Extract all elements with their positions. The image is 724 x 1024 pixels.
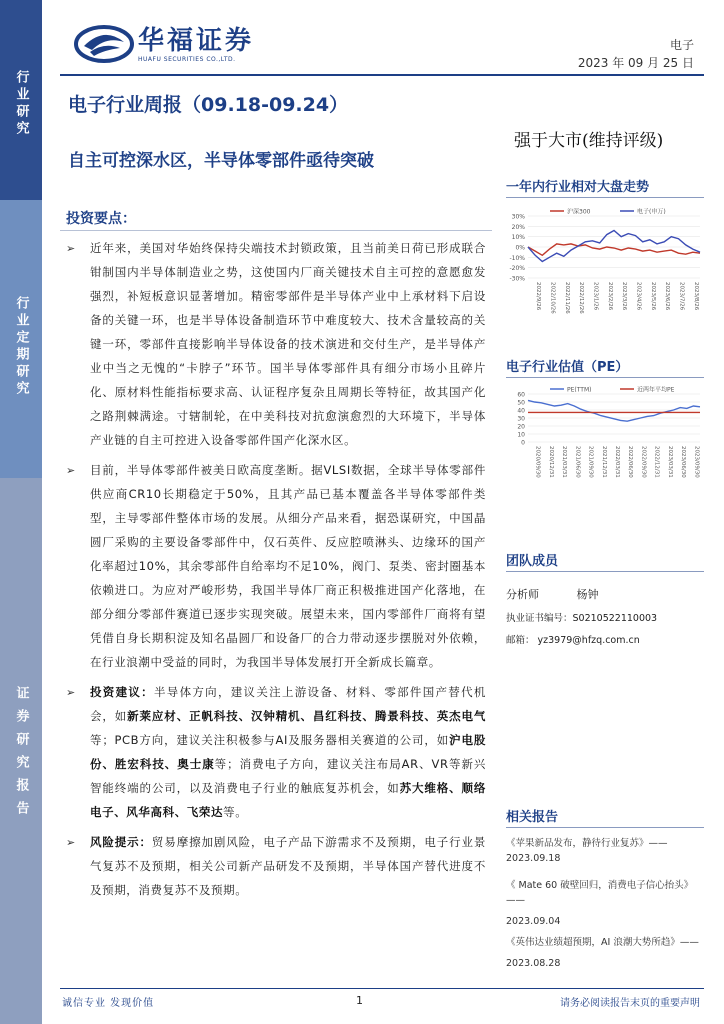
pe-valuation-chart [506, 382, 704, 506]
analyst-email: 邮箱： yz3979@hfzq.com.cn [506, 635, 640, 646]
related-report-date: 2023.09.04 [506, 916, 561, 927]
report-title: 电子行业周报（09.18-09.24） [68, 94, 349, 116]
x-tick-label: 2022/12/31 [653, 446, 660, 478]
sidebar-segment-report [0, 478, 42, 1024]
footer-divider [60, 988, 704, 989]
right-column [506, 176, 704, 971]
chart1-heading: 一年内行业相对大盘走势 [506, 176, 704, 198]
risk-label: 风险提示： [90, 835, 152, 849]
sidebar-label-periodic: 行业定期研究 [13, 296, 29, 398]
x-tick-label: 2022/12/26 [578, 282, 585, 314]
report-subtitle: 自主可控深水区，半导体零部件亟待突破 [68, 151, 374, 171]
sector-label: 电子 [669, 38, 694, 52]
paragraph-market: 目前，半导体零部件被美日欧高度垄断。据VLSI数据，全球半导体零部件供应商CR10长期稳定于50%，且其产品已基本覆盖各半导体零部件类型，主导零部件整体市场的发展。从细分产品来看，据恐谋研究，中国晶圆厂采购的主要设备零部件中，仅石英件、反应腔喷淋头、边缘环的国产化率超过10%，其余零部件自给率均不足10%，阀门、泵类、密封圈基本依赖进口。为应对严峻形势，我国半导体厂商正积极推进国产化落地，在部分细分零部件赛道已逐步实现突破。展望未来，国内零部件厂商将有望凭借自身长期积淀及知名晶圆厂和设备厂的合力带动逐步摆脱对外依赖，在行业浪潮中受益的同时，为我国半导体发展打开全新成长篇章。 [90, 463, 486, 669]
analyst-name: 杨钟 [576, 588, 599, 601]
sidebar-segment-research [0, 0, 42, 200]
x-tick-label: 2023/09/30 [693, 446, 700, 478]
x-tick-label: 2023/03/31 [666, 446, 673, 478]
x-tick-label: 2023/8/26 [692, 282, 699, 311]
risk-text: 贸易摩擦加剧风险，电子产品下游需求不及预期，电子行业景气复苏不及预期，相关公司新产品研发不及预期，半导体国产替代进度不及预期，消费复苏不及预期。 [90, 835, 486, 897]
investment-points-heading: 投资要点： [66, 211, 136, 227]
recommendation-text: 等；PCB方向，建议关注积极参与AI及服务器相关赛道的公司，如 [90, 733, 450, 747]
bullet-arrow-icon: ➢ [66, 464, 76, 477]
x-tick-label: 2023/7/26 [678, 282, 685, 311]
y-tick-label: -30% [509, 275, 525, 283]
y-tick-label: 10 [517, 431, 525, 439]
bullet-item [66, 458, 486, 674]
recommendation-text: 等；消费电子方向，建议关注布局AR、VR等新兴智能终端的公司，以及消费电子行业的触底复苏机会，如 [90, 757, 487, 795]
sidebar-label-research: 行业研究 [13, 70, 29, 138]
x-tick-label: 2021/06/30 [574, 446, 581, 478]
y-tick-label: 60 [517, 391, 525, 399]
series-line [528, 244, 700, 255]
left-sidebar [0, 0, 42, 1024]
logo-icon [74, 24, 134, 64]
x-tick-label: 2023/3/26 [621, 282, 628, 311]
related-report-item: 《 Mate 60 破壁回归，消费电子信心抬头》—— [506, 880, 694, 906]
bullet-arrow-icon: ➢ [66, 686, 76, 699]
page-number: 1 [356, 994, 363, 1007]
x-tick-label: 2020/09/30 [534, 446, 541, 478]
y-tick-label: 40 [517, 407, 525, 415]
x-tick-label: 2023/5/26 [649, 282, 656, 311]
bullet-arrow-icon: ➢ [66, 836, 76, 849]
x-tick-label: 2021/12/31 [600, 446, 607, 478]
relative-performance-chart [506, 202, 704, 332]
x-tick-label: 2023/6/26 [664, 282, 671, 311]
chart2-heading: 电子行业估值（PE） [506, 356, 704, 378]
y-tick-label: 50 [517, 399, 525, 407]
recommendation-label: 投资建议： [90, 685, 154, 699]
x-tick-label: 2022/06/30 [627, 446, 634, 478]
recommendation-text: 等。 [223, 805, 248, 819]
bullet-item [66, 830, 486, 902]
y-tick-label: 20 [517, 423, 525, 431]
report-date: 2023 年 09 月 25 日 [577, 56, 694, 70]
bullet-item [66, 680, 486, 824]
bullet-item [66, 236, 486, 452]
analyst-cert: 执业证书编号：S0210522110003 [506, 613, 658, 624]
sidebar-label-report: 证券研究报告 [13, 686, 29, 824]
header-divider [60, 74, 704, 76]
y-tick-label: -10% [509, 254, 525, 262]
y-tick-label: 30% [511, 213, 525, 221]
x-tick-label: 2022/10/26 [549, 282, 556, 314]
y-tick-label: 10% [511, 234, 525, 242]
team-heading: 团队成员 [506, 550, 704, 572]
rating-label: 强于大市(维持评级) [514, 131, 664, 151]
legend-label: 沪深300 [567, 208, 591, 216]
y-tick-label: 30 [517, 415, 525, 423]
recommendation-text: 半导体方向，建议关注上游设备、材料、零部件国产替代机会，如 [90, 685, 486, 723]
x-tick-label: 2023/06/30 [680, 446, 687, 478]
x-tick-label: 2023/1/26 [592, 282, 599, 311]
y-tick-label: -20% [509, 265, 525, 273]
bullet-arrow-icon: ➢ [66, 242, 76, 255]
y-tick-label: 20% [511, 223, 525, 231]
footer-disclaimer: 请务必阅读报告末页的重要声明 [560, 998, 700, 1009]
related-report-item: 《英伟达业绩超预期，AI 浪潮大势所趋》—— [506, 937, 699, 948]
recommended-stocks-pcb: 沪电股份、胜宏科技、奥士康 [90, 733, 486, 771]
logo-en-text: HUAFU SECURITIES CO.,LTD. [138, 55, 236, 63]
legend-label: 电子(申万) [637, 208, 666, 216]
x-tick-label: 2023/2/26 [606, 282, 613, 311]
x-tick-label: 2023/4/26 [635, 282, 642, 311]
related-report-item: 《苹果新品发布，静待行业复苏》——2023.09.18 [506, 838, 668, 864]
main-content [66, 208, 486, 902]
x-tick-label: 2020/12/31 [547, 446, 554, 478]
logo-cn-text: 华福证券 [138, 25, 255, 56]
legend-label: PE(TTM) [567, 386, 592, 394]
company-logo [74, 24, 254, 64]
x-tick-label: 2021/03/31 [561, 446, 568, 478]
y-tick-label: 0% [515, 244, 525, 252]
recommended-stocks-consumer: 苏大维格、顺络电子、风华高科、飞荣达 [90, 781, 486, 819]
x-tick-label: 2022/03/31 [614, 446, 620, 478]
x-tick-label: 2021/09/30 [587, 446, 594, 478]
paragraph-risk [90, 830, 486, 902]
x-tick-label: 2022/09/30 [640, 446, 647, 478]
footer-slogan: 诚信专业 发现价值 [62, 998, 155, 1009]
sidebar-segment-periodic [0, 200, 42, 478]
paragraph-background: 近年来，美国对华始终保持尖端技术封锁政策，且当前美日荷已形成联合钳制国内半导体制造业之势，这使国内厂商关键技术自主可控的意愿愈发强烈，补短板意识显著增加。精密零部件是半导体产业中上承材料下启设备的关键一环，也是半导体设备制造环节中难度较大、技术含量较高的关键一环，零部件直接影响半导体设备的技术演进和交付生产，是半导体产业中当之无愧的“卡脖子”环节。国半导体零部件具有细分市场小且碎片化、原材料性能指标要求高、认证程序复杂且周期长等特征，故其国产化之路荆棘满途。寸辖制轮，在中美科技对抗愈演愈烈的大环境下，半导体产业链的自主可控进入设备零部件国产化深水区。 [90, 241, 486, 447]
analyst-line [506, 586, 704, 602]
recommended-stocks-semi: 新莱应材、正帆科技、汉钟精机、昌红科技、腾景科技、英杰电气 [127, 709, 486, 723]
y-tick-label: 0 [521, 439, 525, 447]
related-report-date: 2023.08.28 [506, 958, 561, 969]
related-heading: 相关报告 [506, 806, 704, 828]
x-tick-label: 2022/11/26 [563, 282, 570, 314]
x-tick-label: 2022/9/26 [535, 282, 542, 311]
analyst-role: 分析师 [506, 588, 539, 601]
paragraph-recommendation [90, 680, 486, 824]
legend-label: 近两年平均PE [637, 386, 675, 394]
